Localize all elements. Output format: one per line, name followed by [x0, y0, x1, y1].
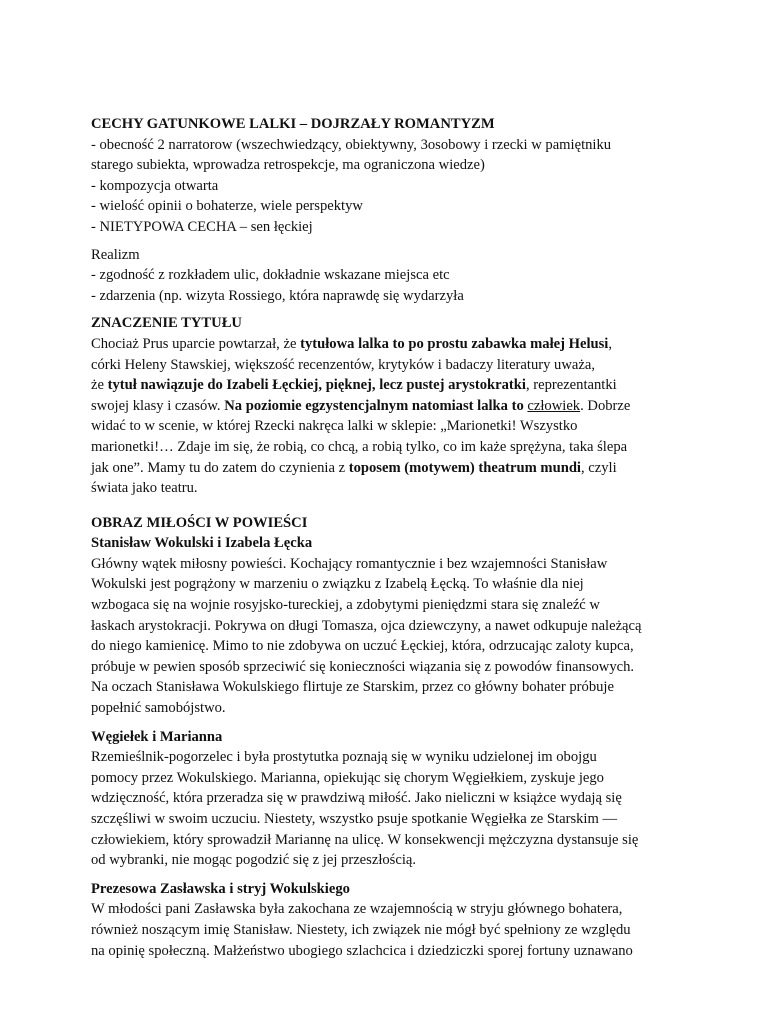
text-line: marionetki!… Zdaje im się, że robią, co chcą, a robią tylko, co im każe sprężyna, taka ślepa — [91, 438, 628, 455]
text-line: Na oczach Stanisława Wokulskiego flirtuje ze Starskim, przez co główny bohater próbuje — [91, 679, 614, 696]
text-line: do niego kamienicę. Mimo to nie zdobywa on uczuć Łęckiej, która, odrzucając zaloty kupca, — [91, 638, 634, 655]
text-run: jak one”. Mamy tu do zatem do czynienia z — [91, 459, 349, 476]
section-zaslawska — [91, 879, 681, 961]
text-run: . Dobrze — [580, 397, 631, 414]
text-line — [91, 396, 681, 417]
text-line: - kompozycja otwarta — [91, 177, 219, 194]
text-line: popełnić samobójstwo. — [91, 700, 226, 717]
text-line: wzbogaca się na wojnie rosyjsko-tureckiej, a zdobytymi pieniędzmi stara się znaleźć w — [91, 597, 600, 614]
text-line: córki Heleny Stawskiej, większość recenzentów, krytyków i badaczy literatury uważa, — [91, 356, 595, 373]
heading-love: OBRAZ MIŁOŚCI W POWIEŚCI — [91, 514, 308, 531]
text-line: na opinię społeczną. Małżeństwo ubogiego szlachcica i dziedziczki sporej fortuny uznawano — [91, 942, 633, 959]
subheading-zaslawska: Prezesowa Zasławska i stryj Wokulskiego — [91, 880, 350, 897]
section-title-meaning — [91, 313, 681, 498]
text-run: Chociaż Prus uparcie powtarzał, że — [91, 335, 301, 352]
text-line: W młodości pani Zasławska była zakochana ze wzajemnością w stryju głównego bohatera, — [91, 901, 623, 918]
text-line: - NIETYPOWA CECHA – sen łęckiej — [91, 218, 313, 235]
text-line: - zdarzenia (np. wizyta Rossiego, która naprawdę się wydarzyła — [91, 287, 464, 304]
text-run: swojej klasy i czasów. — [91, 397, 225, 414]
heading-genre-features: CECHY GATUNKOWE LALKI – DOJRZAŁY ROMANTYZM — [91, 116, 495, 132]
text-line: widać to w scenie, w której Rzecki nakręca lalki w sklepie: „Marionetki! Wszystko — [91, 418, 578, 435]
underlined-run: człowiek — [527, 397, 581, 414]
text-line: szczęśliwi w swoim uczuciu. Niestety, wszystko psuje spotkanie Węgiełka ze Starskim — — [91, 811, 618, 827]
subheading-wokulski-lecka: Stanisław Wokulski i Izabela Łęcka — [91, 535, 313, 552]
section-wegielek-marianna — [91, 727, 681, 871]
bold-run: tytuł nawiązuje do Izabeli Łęckiej, pięknej, lecz pustej arystokratki — [107, 377, 526, 394]
text-line: łaskach arystokracji. Pokrywa on długi Tomasza, ojca dziewczyny, a nawet odkupuje należącą — [91, 617, 642, 634]
text-line — [91, 458, 681, 479]
text-run: że — [91, 377, 108, 394]
text-line: od wybranki, nie mogąc pogodzić się z jej przeszłością. — [91, 852, 417, 869]
text-line: świata jako teatru. — [91, 480, 198, 497]
section-love — [91, 513, 681, 719]
bold-run: Na poziomie egzystencjalnym natomiast lalka to — [224, 397, 528, 414]
section-realism — [91, 245, 681, 307]
text-line: - wielość opinii o bohaterze, wiele perspektyw — [91, 198, 363, 215]
text-line: próbuje w pewien sposób sprzeciwić się konieczności wiązania się z powodów finansowych. — [91, 658, 635, 675]
text-run: , reprezentantki — [525, 377, 617, 394]
text-line — [91, 334, 681, 355]
subheading-wegielek-marianna: Węgiełek i Marianna — [91, 728, 223, 745]
document-page — [91, 114, 681, 961]
text-line: wdzięczność, która przeradza się w prawdziwą miłość. Jako nieliczni w książce wydają się — [91, 790, 622, 807]
text-line: człowiekiem, który sprowadził Mariannę na ulicę. W konsekwencji mężczyzna dystansuje się — [91, 831, 639, 848]
realism-label: Realizm — [91, 246, 140, 263]
text-line: - zgodność z rozkładem ulic, dokładnie wskazane miejsca etc — [91, 267, 450, 284]
text-line: Główny wątek miłosny powieści. Kochający romantycznie i bez wzajemności Stanisław — [91, 555, 608, 572]
text-run: , czyli — [581, 459, 617, 476]
text-line: pomocy przez Wokulskiego. Marianna, opiekując się chorym Węgiełkiem, zyskuje jego — [91, 769, 604, 786]
heading-title-meaning: ZNACZENIE TYTUŁU — [91, 315, 242, 332]
bold-run: toposem (motywem) theatrum mundi — [348, 459, 581, 476]
text-line: - obecność 2 narratorow (wszechwiedzący, obiektywny, 3osobowy i rzecki w pamiętniku — [91, 136, 612, 153]
text-run: , — [608, 335, 613, 352]
text-line: Rzemieślnik-pogorzelec i była prostytutka poznają się w wyniku udzielonej im obojgu — [91, 749, 597, 766]
text-line — [91, 375, 681, 396]
text-line: Wokulski jest pogrążony w marzeniu o związku z Izabelą Łęcką. To właśnie dla niej — [91, 576, 584, 593]
section-genre-features — [91, 114, 681, 238]
text-line: również noszącym imię Stanisław. Niestety, ich związek nie mógł być spełniony ze względu — [91, 921, 631, 938]
text-line: starego subiekta, wprowadza retrospekcje, ma ograniczona wiedze) — [91, 157, 485, 174]
bold-run: tytułowa lalka to po prostu zabawka małej Helusi — [300, 335, 609, 352]
